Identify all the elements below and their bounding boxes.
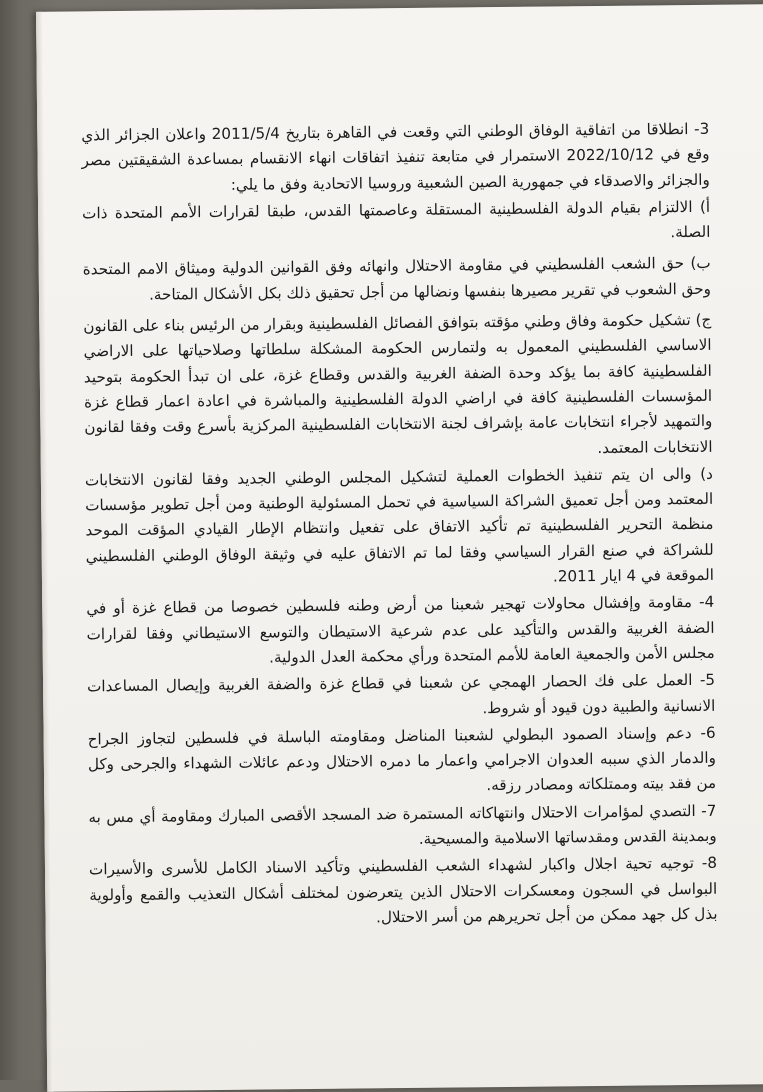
paragraph-item-3a: أ) الالتزام بقيام الدولة الفلسطينية المستقلة وعاصمتها القدس، طبقا لقرارات الأمم المتحدة ذات الصلة. xyxy=(82,197,711,242)
paragraph-item-5: 5- العمل على فك الحصار الهمجي عن شعبنا في قطاع غزة والضفة الغربية وإيصال المساعدات الانسانية والطبية دون قيود أو شروط. xyxy=(86,671,716,717)
paragraph-item-3d: د) والى ان يتم تنفيذ الخطوات العملية لتشكيل المجلس الوطني الجديد وفقا لقانون الانتخابات المعتمد ومن أجل تعميق الشراكة السياسية في تحمل المسئولية الوطنية ومن أجل تطوير مؤسسات منظمة التحرير الفلسطينية تم تأكيد الاتفاق على تفعيل وانتظام الإطار القيادي المؤقت الموحد للشراكة في صنع القرار السياسي وفقا لما تم الاتفاق عليه في وثيقة الوفاق الوطني الفلسطيني الموقعة في 4 ايار 2011. xyxy=(84,464,715,586)
paragraph-item-3: 3- انطلاقا من اتفاقية الوفاق الوطني التي وقعت في القاهرة بتاريخ 2011/5/4 واعلان الجزائر الذي وقع في 2022/10/12 الاستمرار في متابعة تنفيذ اتفاقات انهاء الانقسام بمساعدة الشقيقتين مصر والجزائر والاصدقاء في جمهورية الصين الشعبية وروسيا الاتحادية وفق ما يلي: xyxy=(81,119,710,194)
paragraph-item-6: 6- دعم وإسناد الصمود البطولي لشعبنا المناضل ومقاومته الباسلة في فلسطين لتجاوز الجراح والدمار الذي سببه العدوان الاجرامي واعمار ما دمره الاحتلال ودعم عائلات الشهداء والجرحى وكل من فقد بيته وممتلكاته ومصادر رزقه. xyxy=(87,723,717,795)
paragraph-item-7: 7- التصدي لمؤامرات الاحتلال وانتهاكاته المستمرة ضد المسجد الأقصى المبارك ومقاومة أي مس به وبمدينة القدس ومقدساتها الاسلامية والمسيحية. xyxy=(88,801,717,848)
paragraph-item-8: 8- توجيه تحية اجلال واكبار لشهداء الشعب الفلسطيني وتأكيد الاسناد الكامل للأسرى والأسيرات البواسل في السجون ومعسكرات الاحتلال الذين يتعرضون لمختلف أشكال التعذيب والقمع وأولوية بذل كل جهد ممكن من أجل تحريرهم من أسر الاحتلال. xyxy=(88,854,718,927)
paragraph-item-4: 4- مقاومة وإفشال محاولات تهجير شعبنا من أرض وطنه فلسطين خصوصا من قطاع غزة أو في الضفة الغربية والقدس والتأكيد على عدم شرعية الاستيطان والتوسع الاستيطاني وفقا لقرارات مجلس الأمن والجمعية العامة للأمم المتحدة ورأي محكمة العدل الدولية. xyxy=(86,593,715,667)
paragraph-item-3c: ج) تشكيل حكومة وفاق وطني مؤقته بتوافق الفصائل الفلسطينية وبقرار من الرئيس بناء على القانون الاساسي الفلسطيني المعمول به ولتمارس الحكومة المشكلة سلطاتها وصلاحياتها على الاراضي الفلسطينية كافة بما يؤكد وحدة الضفة الغربية والقدس وقطاع غزة، على ان تبدأ الحكومة بتوحيد المؤسسات الفلسطينية كافة في اراضي الدولة الفلسطينية والمباشرة في اعادة اعمار قطاع غزة والتمهيد لأجراء انتخابات عامة بإشراف لجنة الانتخابات الفلسطينية المركزية بأسرع وقت وفقا لقانون الانتخابات المعتمد. xyxy=(83,310,713,457)
document-body xyxy=(81,117,717,936)
document-page xyxy=(36,4,763,1092)
paragraph-item-3b: ب) حق الشعب الفلسطيني في مقاومة الاحتلال وانهائه وفق القوانين الدولية وميثاق الامم المتحدة وحق الشعوب في تقرير مصيرها بنفسها ونضالها من أجل تحقيق ذلك بكل الأشكال المتاحة. xyxy=(82,254,712,304)
